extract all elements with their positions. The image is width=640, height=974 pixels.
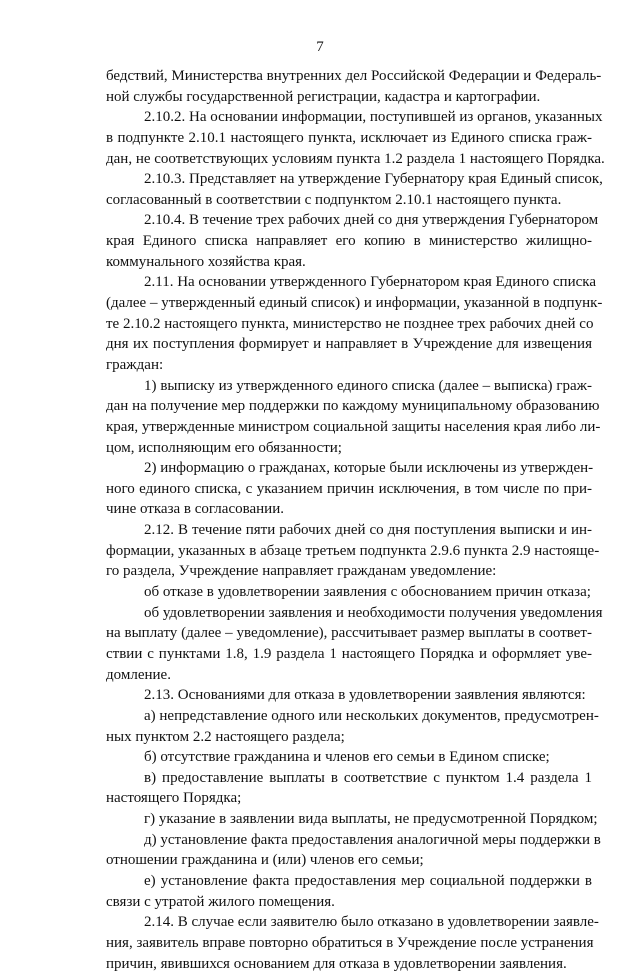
text-line: ной службы государственной регистрации, кадастра и картографии. [106,88,541,105]
text-line: причин, явившихся основанием для отказа в удовлетворении заявления. [106,955,567,972]
paragraph [106,107,605,169]
paragraph [106,912,599,974]
paragraph [106,830,601,871]
text-line: е) установление факта предоставления мер социальной поддержки в [144,872,592,889]
text-line: а) непредставление одного или нескольких документов, предусмотрен- [144,707,599,724]
text-line: г) указание в заявлении вида выплаты, не предусмотренной Порядком; [144,811,598,828]
paragraph [106,582,592,603]
text-line: дан на получение мер поддержки по каждому муниципальному образованию [106,398,600,415]
paragraph [106,376,601,459]
text-line: настоящего Порядка; [106,790,242,807]
text-line: дан, не соответствующих условиям пункта 1.2 раздела 1 настоящего Порядка. [106,150,605,167]
text-line: края, утвержденные министром социальной защиты населения края либо ли- [106,418,601,435]
text-line: в) предоставление выплаты в соответствие с пунктом 1.4 раздела 1 [144,769,592,786]
paragraph [106,603,603,686]
text-line: 2.10.3. Представляет на утверждение Губернатору края Единый список, [144,171,603,188]
text-line: края Единого списка направляет его копию в министерство жилищно- [106,233,592,250]
paragraph [106,871,592,912]
paragraph [106,66,602,107]
text-line: (далее – утвержденный единый список) и информации, указанной в подпунк- [106,295,603,312]
paragraph [106,210,599,272]
text-line: ствии с пунктами 1.8, 1.9 раздела 1 настоящего Порядка и оформляет уве- [106,645,592,662]
text-line: связи с утратой жилого помещения. [106,893,335,910]
text-line: го раздела, Учреждение направляет гражданам уведомление: [106,563,497,580]
text-line: на выплату (далее – уведомление), рассчитывает размер выплаты в соответ- [106,625,592,642]
text-line: 2.12. В течение пяти рабочих дней со дня поступления выписки и ин- [144,522,592,539]
text-line: согласованный в соответствии с подпунктом 2.10.1 настоящего пункта. [106,191,562,208]
text-line: формации, указанных в абзаце третьем подпункта 2.9.6 пункта 2.9 настояще- [106,542,600,559]
paragraph [106,169,603,210]
text-line: 2.11. На основании утвержденного Губернатором края Единого списка [144,274,596,291]
text-line: ных пунктом 2.2 настоящего раздела; [106,728,345,745]
paragraph [106,685,592,706]
text-line: дня их поступления формирует и направляет в Учреждение для извещения [106,336,592,353]
text-line: 1) выписку из утвержденного единого списка (далее – выписка) граж- [144,377,592,394]
text-line: 2) информацию о гражданах, которые были исключены из утвержден- [144,460,594,477]
text-line: коммунального хозяйства края. [106,253,306,270]
text-line: 2.14. В случае если заявителю было отказано в удовлетворении заявле- [144,914,599,931]
text-line: ного единого списка, с указанием причин исключения, в том числе по при- [106,480,592,497]
paragraph [106,768,592,809]
paragraph [106,747,592,768]
text-line: 2.10.4. В течение трех рабочих дней со дня утверждения Губернатором [144,212,599,229]
text-line: 2.10.2. На основании информации, поступившей из органов, указанных [144,109,603,126]
text-line: б) отсутствие гражданина и членов его семьи в Едином списке; [144,749,550,766]
text-line: д) установление факта предоставления аналогичной меры поддержки в [144,831,601,848]
paragraph [106,809,598,830]
document-body [106,66,605,974]
text-line: ния, заявитель вправе повторно обратиться в Учреждение после устранения [106,934,594,951]
text-line: отношении гражданина и (или) членов его семьи; [106,852,424,869]
text-line: те 2.10.2 настоящего пункта, министерство не позднее трех рабочих дней со [106,315,594,332]
paragraph [106,520,600,582]
text-line: цом, исполняющим его обязанности; [106,439,342,456]
paragraph [106,458,592,520]
text-line: домление. [106,666,171,683]
text-line: граждан: [106,356,164,373]
text-line: об удовлетворении заявления и необходимости получения уведомления [144,604,603,621]
text-line: 2.13. Основаниями для отказа в удовлетворении заявления являются: [144,687,586,704]
text-line: чине отказа в согласовании. [106,501,284,518]
paragraph [106,272,603,375]
page-number: 7 [316,39,324,55]
text-line: бедствий, Министерства внутренних дел Российской Федерации и Федераль- [106,68,602,84]
text-line: об отказе в удовлетворении заявления с обоснованием причин отказа; [144,584,591,601]
paragraph [106,706,599,747]
text-line: в подпункте 2.10.1 настоящего пункта, исключает из Единого списка граж- [106,129,592,146]
